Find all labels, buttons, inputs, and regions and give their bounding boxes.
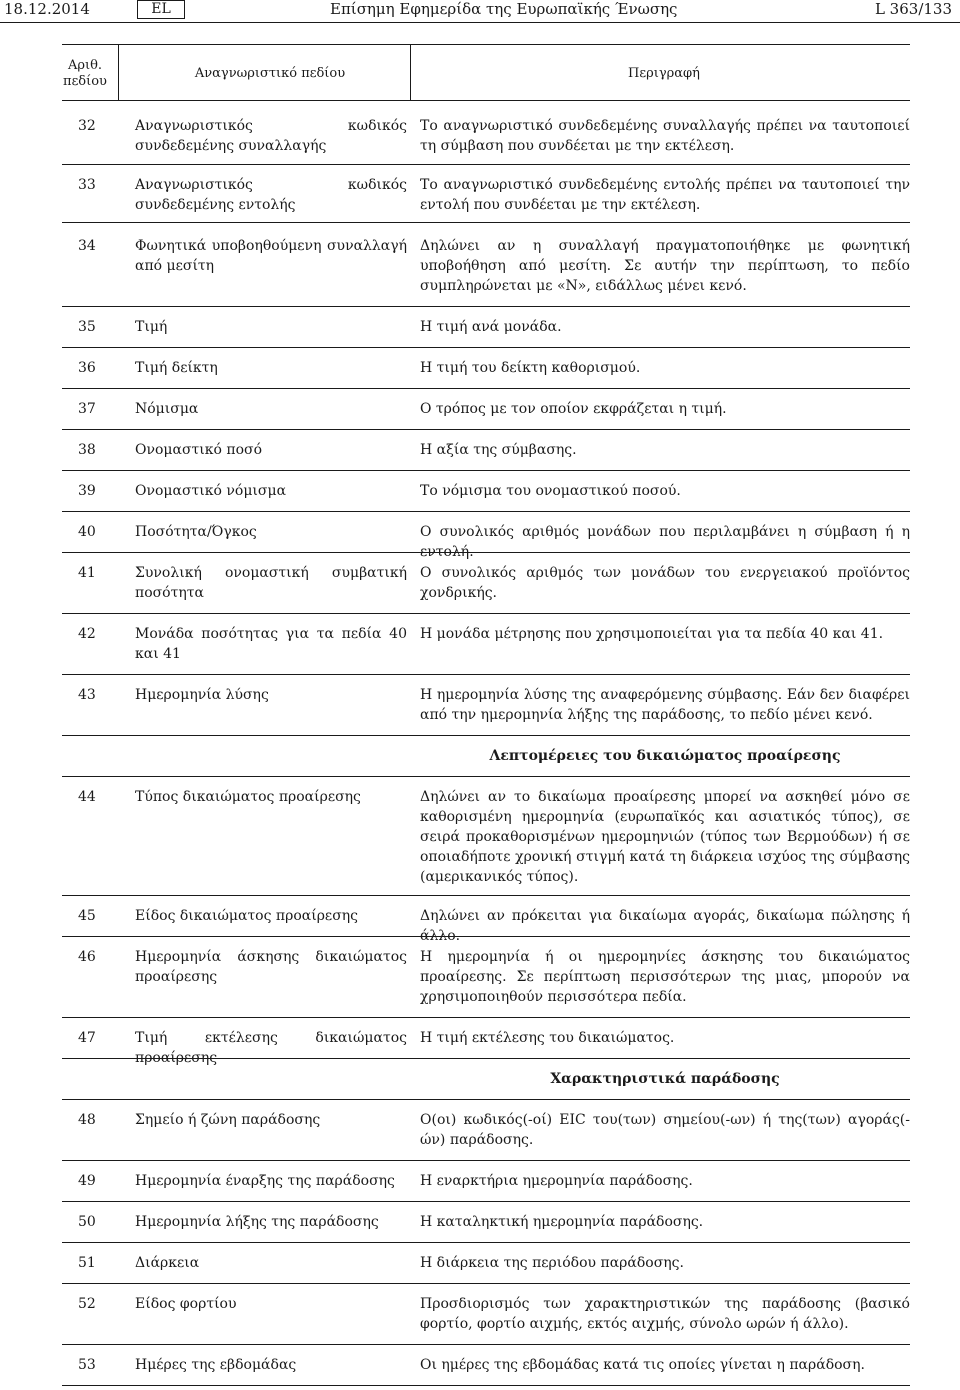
- field-identifier: Είδος δικαιώματος προαίρεσης: [135, 908, 358, 924]
- field-number: 52: [78, 1296, 96, 1312]
- table-rule: [62, 306, 910, 307]
- table-rule: [62, 164, 910, 165]
- field-identifier: Τύπος δικαιώματος προαίρεσης: [135, 789, 361, 805]
- field-number: 34: [78, 238, 96, 254]
- field-description: Η τιμή του δείκτη καθορισμού.: [420, 360, 641, 376]
- table-rule: [62, 470, 910, 471]
- field-identifier: Μονάδα ποσότητας για τα πεδία 40 και 41: [135, 626, 407, 662]
- field-number: 32: [78, 118, 96, 134]
- field-description: Ο τρόπος με τον οποίον εκφράζεται η τιμή.: [420, 401, 727, 417]
- field-description: Το αναγνωριστικό συνδεδεμένης εντολής πρέπει να ταυτοποιεί την εντολή που συνδέεται με την εκτέλεση.: [420, 177, 910, 213]
- table-rule: [62, 1385, 910, 1386]
- field-number: 36: [78, 360, 96, 376]
- field-identifier: Αναγνωριστικός κωδικός συνδεδεμένης συναλλαγής: [135, 118, 407, 154]
- field-number: 35: [78, 319, 96, 335]
- field-number: 44: [78, 789, 96, 805]
- field-identifier: Ημερομηνία έναρξης της παράδοσης: [135, 1173, 395, 1189]
- table-rule: [62, 222, 910, 223]
- field-number: 40: [78, 524, 96, 540]
- field-identifier: Τιμή: [135, 319, 168, 335]
- field-identifier: Φωνητικά υποβοηθούμενη συναλλαγή από μεσίτη: [135, 238, 407, 274]
- field-description: Η ημερομηνία ή οι ημερομηνίες άσκησης του δικαιώματος προαίρεσης. Σε περίπτωση περισσότερων της μιας, μπορούν να χρησιμοποιηθούν περισσότερα πεδία.: [420, 949, 910, 1005]
- language-badge: EL: [137, 0, 185, 19]
- table-rule: [62, 429, 910, 430]
- field-number: 46: [78, 949, 96, 965]
- field-description: Η εναρκτήρια ημερομηνία παράδοσης.: [420, 1173, 693, 1189]
- section-heading-option-details: Λεπτομέρειες του δικαιώματος προαίρεσης: [489, 748, 841, 764]
- field-description: Ο(οι) κωδικός(-οί) EIC του(των) σημείου(-ων) ή της(των) αγοράς(-ών) παράδοσης.: [420, 1112, 910, 1148]
- field-description: Η μονάδα μέτρησης που χρησιμοποιείται για τα πεδία 40 και 41.: [420, 626, 884, 642]
- field-identifier: Νόμισμα: [135, 401, 199, 417]
- field-description: Η τιμή ανά μονάδα.: [420, 319, 562, 335]
- column-divider: [118, 44, 119, 100]
- field-number: 37: [78, 401, 96, 417]
- field-description: Η τιμή εκτέλεσης του δικαιώματος.: [420, 1030, 675, 1046]
- page-header: [0, 0, 960, 24]
- column-header-identifier: Αναγνωριστικό πεδίου: [194, 66, 346, 81]
- field-identifier: Ημέρες της εβδομάδας: [135, 1357, 297, 1373]
- field-identifier: Τιμή δείκτη: [135, 360, 218, 376]
- field-number: 48: [78, 1112, 96, 1128]
- table-rule: [62, 674, 910, 675]
- table-rule: [62, 1099, 910, 1100]
- field-description: Η διάρκεια της περιόδου παράδοσης.: [420, 1255, 684, 1271]
- field-number: 33: [78, 177, 96, 193]
- table-rule: [62, 1242, 910, 1243]
- field-description: Η ημερομηνία λύσης της αναφερόμενης σύμβασης. Εάν δεν διαφέρει από την ημερομηνία λήξης της παράδοσης, το πεδίο μένει κενό.: [420, 687, 910, 723]
- field-number: 50: [78, 1214, 96, 1230]
- field-number: 39: [78, 483, 96, 499]
- table-rule: [62, 511, 910, 512]
- field-description: Η καταληκτική ημερομηνία παράδοσης.: [420, 1214, 704, 1230]
- table-rule: [62, 776, 910, 777]
- table-rule: [62, 1283, 910, 1284]
- table-rule: [62, 1160, 910, 1161]
- section-heading-delivery: Χαρακτηριστικά παράδοσης: [550, 1071, 780, 1087]
- publication-date: 18.12.2014: [4, 0, 90, 18]
- table-rule: [62, 388, 910, 389]
- table-rule: [62, 613, 910, 614]
- table-rule: [62, 44, 910, 45]
- field-number: 51: [78, 1255, 96, 1271]
- field-description: Ο συνολικός αριθμός των μονάδων του ενεργειακού προϊόντος χονδρικής.: [420, 565, 910, 601]
- field-identifier: Ημερομηνία λήξης της παράδοσης: [135, 1214, 379, 1230]
- field-number: 53: [78, 1357, 96, 1373]
- field-description: Οι ημέρες της εβδομάδας κατά τις οποίες γίνεται η παράδοση.: [420, 1357, 865, 1373]
- field-number: 41: [78, 565, 96, 581]
- field-number: 43: [78, 687, 96, 703]
- field-description: Το νόμισμα του ονομαστικού ποσού.: [420, 483, 681, 499]
- column-header-number: Αριθ. πεδίου: [63, 58, 107, 89]
- field-identifier: Ονομαστικό νόμισμα: [135, 483, 287, 499]
- table-rule: [62, 1017, 910, 1018]
- column-header-description: Περιγραφή: [628, 66, 700, 81]
- header-rule: [0, 22, 960, 23]
- field-identifier: Τιμή εκτέλεσης δικαιώματος προαίρεσης: [135, 1030, 407, 1066]
- field-identifier: Αναγνωριστικός κωδικός συνδεδεμένης εντολής: [135, 177, 407, 213]
- table-rule: [62, 1201, 910, 1202]
- field-identifier: Σημείο ή ζώνη παράδοσης: [135, 1112, 321, 1128]
- field-description: Ο συνολικός αριθμός μονάδων που περιλαμβάνει η σύμβαση ή η εντολή.: [420, 524, 910, 560]
- field-number: 38: [78, 442, 96, 458]
- column-divider: [410, 44, 411, 100]
- field-description: Το αναγνωριστικό συνδεδεμένης συναλλαγής πρέπει να ταυτοποιεί τη σύμβαση που συνδέεται με την εκτέλεση.: [420, 118, 910, 154]
- field-identifier: Είδος φορτίου: [135, 1296, 237, 1312]
- field-identifier: Ημερομηνία λύσης: [135, 687, 269, 703]
- table-rule: [62, 735, 910, 736]
- field-description: Δηλώνει αν η συναλλαγή πραγματοποιήθηκε με φωνητική υποβοήθηση από μεσίτη. Σε αυτήν την περίπτωση, το πεδίο συμπληρώνεται με «Ν», ειδάλλως μένει κενό.: [420, 238, 910, 294]
- field-identifier: Ημερομηνία άσκησης δικαιώματος προαίρεσης: [135, 949, 407, 985]
- field-identifier: Ονομαστικό ποσό: [135, 442, 263, 458]
- field-number: 45: [78, 908, 96, 924]
- field-number: 42: [78, 626, 96, 642]
- field-identifier: Διάρκεια: [135, 1255, 200, 1271]
- table-rule: [62, 895, 910, 896]
- field-identifier: Ποσότητα/Όγκος: [135, 524, 257, 540]
- page-reference: L 363/133: [874, 0, 952, 18]
- table-rule: [62, 1344, 910, 1345]
- field-number: 49: [78, 1173, 96, 1189]
- field-description: Δηλώνει αν το δικαίωμα προαίρεσης μπορεί να ασκηθεί μόνο σε καθορισμένη ημερομηνία (ευρωπαϊκός και ασιατικός τύπος), σε σειρά προκαθορισμένων ημερομηνιών (τύπος των Βερμούδων) ή σε οποιαδήποτε χρονική στιγμή κατά τη διάρκεια ισχύος της σύμβασης (αμερικανικός τύπος).: [420, 789, 910, 885]
- journal-title: Επίσημη Εφημερίδα της Ευρωπαϊκής Ένωσης: [330, 0, 678, 18]
- table-rule: [62, 100, 910, 101]
- field-description: Δηλώνει αν πρόκειται για δικαίωμα αγοράς, δικαίωμα πώλησης ή άλλο.: [420, 908, 910, 944]
- field-number: 47: [78, 1030, 96, 1046]
- field-identifier: Συνολική ονομαστική συμβατική ποσότητα: [135, 565, 407, 601]
- table-rule: [62, 347, 910, 348]
- field-description: Η αξία της σύμβασης.: [420, 442, 577, 458]
- field-description: Προσδιορισμός των χαρακτηριστικών της παράδοσης (βασικό φορτίο, φορτίο αιχμής, εκτός αιχμής, σύνολο ωρών ή άλλο).: [420, 1296, 910, 1332]
